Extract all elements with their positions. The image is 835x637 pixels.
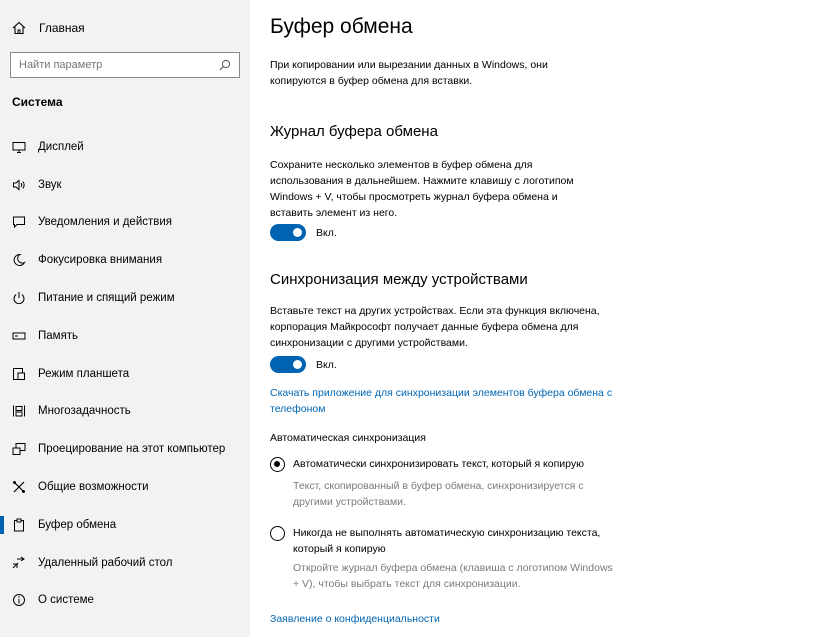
radio-never-sync-button[interactable] xyxy=(270,526,285,541)
sidebar-item-focus-assist[interactable] xyxy=(0,241,250,279)
sidebar-item-clipboard[interactable] xyxy=(0,506,250,544)
auto-sync-label: Автоматическая синхронизация xyxy=(270,432,426,444)
sidebar-item-label: Многозадачность xyxy=(38,405,131,418)
home-label: Главная xyxy=(39,21,85,35)
sidebar-item-sound[interactable] xyxy=(0,166,250,204)
privacy-link[interactable]: Заявление о конфиденциальности xyxy=(270,613,440,625)
sidebar-item-label: Удаленный рабочий стол xyxy=(38,556,173,569)
sidebar-item-label: Проецирование на этот компьютер xyxy=(38,443,226,456)
section-title: Система xyxy=(12,95,63,109)
sidebar-item-about[interactable] xyxy=(0,582,250,620)
sidebar-item-label: Память xyxy=(38,329,79,342)
remote-desktop-icon xyxy=(12,556,26,570)
sidebar xyxy=(0,0,250,637)
tablet-mode-icon xyxy=(12,367,26,381)
home-icon xyxy=(12,21,26,35)
intro-text: При копировании или вырезании данных в Windows, они копируются в буфер обмена для вставки. xyxy=(270,59,548,87)
focus-assist-icon xyxy=(12,253,26,267)
notifications-icon xyxy=(12,215,26,229)
sidebar-item-shared-experiences[interactable] xyxy=(0,468,250,506)
projecting-icon xyxy=(12,442,26,456)
sidebar-item-storage[interactable] xyxy=(0,317,250,355)
sync-toggle-label: Вкл. xyxy=(316,358,337,371)
history-toggle-row xyxy=(270,224,337,241)
radio-auto-sync-button[interactable] xyxy=(270,457,285,472)
power-icon xyxy=(12,291,26,305)
search-input[interactable] xyxy=(19,59,219,71)
history-toggle[interactable] xyxy=(270,224,306,241)
sync-app-link[interactable]: Скачать приложение для синхронизации элементов буфера обмена с телефоном xyxy=(270,387,613,415)
search-icon[interactable] xyxy=(219,59,231,71)
nav-list xyxy=(0,128,250,619)
sync-heading: Синхронизация между устройствами xyxy=(270,271,528,288)
radio-auto-sync-label: Автоматически синхронизировать текст, который я копирую xyxy=(293,458,584,470)
shared-experiences-icon xyxy=(12,480,26,494)
sidebar-item-label: Буфер обмена xyxy=(38,518,117,531)
sidebar-item-label: Общие возможности xyxy=(38,481,149,494)
main-content xyxy=(250,0,835,637)
sidebar-item-label: Уведомления и действия xyxy=(38,216,173,229)
sync-description: Вставьте текст на других устройствах. Если эта функция включена, корпорация Майкрософт получает данные буфера обмена для синхронизации с другими устройствами. xyxy=(270,305,600,349)
radio-never-sync[interactable] xyxy=(270,525,630,557)
sidebar-item-label: Фокусировка внимания xyxy=(38,254,163,267)
storage-icon xyxy=(12,329,26,343)
sidebar-item-label: О системе xyxy=(38,594,94,607)
sidebar-item-notifications[interactable] xyxy=(0,204,250,242)
about-icon xyxy=(12,593,26,607)
page-title: Буфер обмена xyxy=(270,15,413,38)
clipboard-icon xyxy=(12,518,26,532)
history-description: Сохраните несколько элементов в буфер обмена для использования в дальнейшем. Нажмите клавишу с логотипом Windows + V, чтобы просмотреть журнал буфера обмена и вставить элемент из него. xyxy=(270,159,574,219)
radio-auto-sync-description: Текст, скопированный в буфер обмена, синхронизируется с другими устройствами. xyxy=(293,480,584,508)
sidebar-item-power[interactable] xyxy=(0,279,250,317)
search-box[interactable] xyxy=(10,52,240,78)
sidebar-item-tablet-mode[interactable] xyxy=(0,355,250,393)
sidebar-item-label: Звук xyxy=(38,178,62,191)
sync-toggle-row xyxy=(270,356,337,373)
home-nav-item[interactable] xyxy=(12,17,85,39)
sidebar-item-remote-desktop[interactable] xyxy=(0,544,250,582)
sidebar-item-multitasking[interactable] xyxy=(0,393,250,431)
sync-toggle[interactable] xyxy=(270,356,306,373)
history-toggle-label: Вкл. xyxy=(316,226,337,239)
radio-never-sync-description: Откройте журнал буфера обмена (клавиша с логотипом Windows + V), чтобы выбрать текст для синхронизации. xyxy=(293,562,613,590)
radio-never-sync-label: Никогда не выполнять автоматическую синхронизацию текста, который я копирую xyxy=(293,527,601,555)
sidebar-item-label: Дисплей xyxy=(38,140,84,153)
sidebar-item-display[interactable] xyxy=(0,128,250,166)
sidebar-item-label: Питание и спящий режим xyxy=(38,292,175,305)
sidebar-item-projecting[interactable] xyxy=(0,430,250,468)
sidebar-item-label: Режим планшета xyxy=(38,367,130,380)
multitasking-icon xyxy=(12,404,26,418)
sound-icon xyxy=(12,178,26,192)
radio-auto-sync[interactable] xyxy=(270,456,584,472)
history-heading: Журнал буфера обмена xyxy=(270,123,438,140)
display-icon xyxy=(12,140,26,154)
